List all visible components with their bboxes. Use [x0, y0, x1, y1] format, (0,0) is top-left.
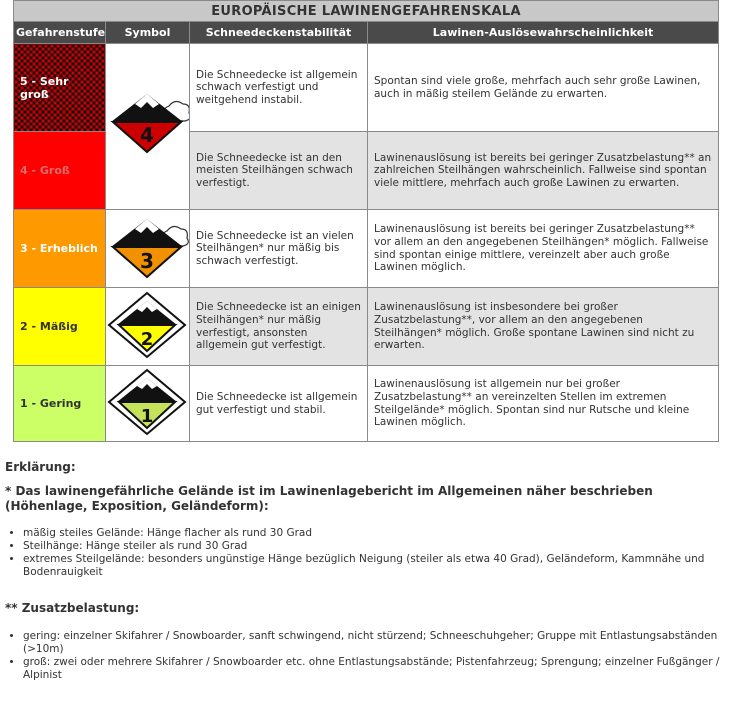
symbol-number: 4 — [139, 122, 154, 147]
stability-text: Die Schneedecke ist an den meisten Steilhängen schwach verfestigt. — [190, 132, 368, 210]
level-1-cell — [14, 366, 106, 442]
table-row — [14, 44, 719, 132]
symbol-number: 3 — [139, 248, 154, 273]
list-item: • groß: zwei oder mehrere Skifahrer / Snowboarder etc. ohne Entlastungsabstände; Pistenfahrzeug; Sprengung; einzelner Fußgänger / Alpinist — [23, 656, 727, 682]
danger-4-icon — [107, 90, 189, 160]
danger-1-icon — [107, 368, 189, 436]
symbol-cell-4-5 — [106, 44, 190, 210]
danger-2-icon — [107, 291, 189, 359]
table-row — [14, 210, 719, 288]
symbol-cell-3 — [106, 210, 190, 288]
level-4-cell — [14, 132, 106, 210]
stability-text: Die Schneedecke ist an einigen Steilhängen* nur mäßig verfestigt, ansonsten allgemein gut verfestigt. — [190, 288, 368, 366]
level-label: 2 - Mäßig — [20, 320, 78, 333]
table-title: EUROPÄISCHE LAWINENGEFAHRENSKALA — [14, 1, 719, 22]
symbol-number: 1 — [140, 405, 153, 427]
avalanche-danger-table — [13, 0, 719, 442]
list-item: • extremes Steilgelände: besonders ungünstige Hänge bezüglich Neigung (steiler als etwa 40 Grad), Geländeform, Kammnähe und Bodenrauigkeit — [23, 553, 727, 579]
probability-text: Lawinenauslösung ist allgemein nur bei großer Zusatzbelastung** an vereinzelten Stellen im extremen Steilgelände* möglich. Spontan sind nur Rutsche und kleine Lawinen möglich. — [368, 366, 719, 442]
probability-text: Lawinenauslösung ist bereits bei geringer Zusatzbelastung** an zahlreichen Steilhängen wahrscheinlich. Fallweise sind spontan viele mittlere, mehrfach auch große Lawinen zu erwarten. — [368, 132, 719, 210]
load-heading: ** Zusatzbelastung: — [5, 601, 140, 615]
list-item: • mäßig steiles Gelände: Hänge flacher als rund 30 Grad — [23, 527, 727, 540]
level-label: 5 - Sehr groß — [20, 74, 69, 101]
terrain-note: * Das lawinengefährliche Gelände ist im Lawinenlagebericht im Allgemeinen näher beschrieben (Höhenlage, Exposition, Geländeform): — [5, 484, 653, 513]
level-label: 3 - Erheblich — [20, 242, 98, 255]
table-row — [14, 288, 719, 366]
stability-text: Die Schneedecke ist an vielen Steilhängen* nur mäßig bis schwach verfestigt. — [190, 210, 368, 288]
level-3-cell — [14, 210, 106, 288]
level-label: 1 - Gering — [20, 397, 82, 410]
probability-text: Lawinenauslösung ist insbesondere bei großer Zusatzbelastung**, vor allem an den angegebenen Steilhängen* möglich. Große spontane Lawinen sind nicht zu erwarten. — [368, 288, 719, 366]
symbol-cell-1 — [106, 366, 190, 442]
level-label: 4 - Groß — [20, 164, 70, 177]
level-2-cell — [14, 288, 106, 366]
header-trigger-probability: Lawinen-Auslösewahrscheinlichkeit — [368, 22, 719, 44]
explanation-section — [5, 458, 727, 682]
explanation-heading: Erklärung: — [5, 460, 76, 474]
symbol-number: 2 — [140, 328, 153, 350]
symbol-cell-2 — [106, 288, 190, 366]
header-snowpack-stability: Schneedeckenstabilität — [190, 22, 368, 44]
list-item: • gering: einzelner Skifahrer / Snowboarder, sanft schwingend, nicht stürzend; Schneeschuhgeher; Gruppe mit Entlastungsabständen (>10m) — [23, 630, 727, 656]
stability-text: Die Schneedecke ist allgemein schwach verfestigt und weitgehend instabil. — [190, 44, 368, 132]
list-item: • Steilhänge: Hänge steiler als rund 30 Grad — [23, 540, 727, 553]
level-5-cell — [14, 44, 106, 132]
load-list — [5, 630, 727, 682]
table-row — [14, 366, 719, 442]
probability-text: Lawinenauslösung ist bereits bei geringer Zusatzbelastung** vor allem an den angegebenen Steilhängen* möglich. Fallweise sind spontan einige mittlere, vereinzelt aber auch große Lawinen möglich. — [368, 210, 719, 288]
danger-3-icon — [107, 213, 189, 281]
stability-text: Die Schneedecke ist allgemein gut verfestigt und stabil. — [190, 366, 368, 442]
header-symbol: Symbol — [106, 22, 190, 44]
terrain-list — [5, 527, 727, 579]
header-danger-level: Gefahrenstufe — [14, 22, 106, 44]
probability-text: Spontan sind viele große, mehrfach auch sehr große Lawinen, auch in mäßig steilem Gelände zu erwarten. — [368, 44, 719, 132]
